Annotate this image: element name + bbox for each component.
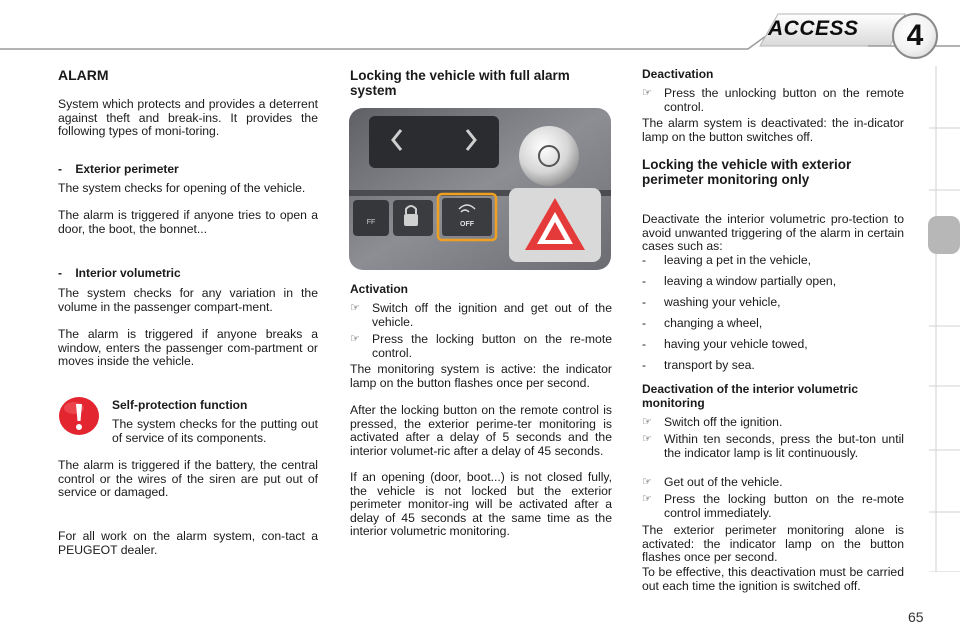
- interior-p2: The alarm is triggered if anyone breaks a window, enters the passenger com-partment or moves inside the vehicle.: [58, 327, 318, 369]
- self-protection-p1: The system checks for the putting out of service of its components.: [112, 417, 318, 445]
- interior-p1: The system checks for any variation in the volume in the passenger compart-ment.: [58, 286, 318, 314]
- alarm-intro: System which protects and provides a deterrent against theft and break-ins. It provides the following types of moni-toring.: [58, 97, 318, 139]
- bullet-icon: ☞: [642, 433, 652, 445]
- self-protection-p2: The alarm is triggered if the battery, the central control or the wires of the siren are put out of service or damaged.: [58, 458, 318, 500]
- activation-p2: After the locking button on the remote control is pressed, the exterior perime-ter monitoring is activated after a delay of 5 seconds and the interior volumet-ric after a delay of 45 seconds.: [350, 403, 612, 458]
- deactivation-heading: Deactivation: [642, 67, 714, 81]
- alarm-button-photo: [349, 108, 611, 270]
- deactivation-p: The alarm system is deactivated: the in-dicator lamp on the button switches off.: [642, 116, 904, 144]
- self-protection-heading: Self-protection function: [112, 398, 248, 412]
- svg-text:FF: FF: [366, 219, 376, 226]
- activation-heading: Activation: [350, 282, 409, 296]
- interior-volumetric-heading: - Interior volumetric: [58, 266, 181, 280]
- bullet-icon: ☞: [350, 302, 360, 314]
- page-number: 65: [908, 609, 924, 625]
- bullet-icon: ☞: [350, 333, 360, 345]
- exterior-p2: The alarm is triggered if anyone tries to open a door, the boot, the bonnet...: [58, 208, 318, 236]
- activation-step-2-text: Press the locking button on the re-mote control.: [372, 332, 612, 360]
- exterior-p1: The system checks for opening of the vehicle.: [58, 181, 306, 195]
- result-p1: The exterior perimeter monitoring alone is activated: the indicator lamp on the button flashes once per second.: [642, 523, 904, 565]
- bullet-icon: ☞: [642, 87, 652, 99]
- dealer-note: For all work on the alarm system, con-tact a PEUGEOT dealer.: [58, 529, 318, 557]
- activation-p1: The monitoring system is active: the indicator lamp on the button flashes once per second.: [350, 362, 612, 390]
- bullet-icon: ☞: [642, 493, 652, 505]
- activation-step-1-text: Switch off the ignition and get out of the vehicle.: [372, 301, 612, 329]
- chapter-tabs[interactable]: [926, 66, 960, 572]
- result-p2: To be effective, this deactivation must be carried out each time the ignition is switched off.: [642, 565, 904, 593]
- deactivation-step-text: Press the unlocking button on the remote control.: [664, 86, 904, 114]
- activation-p3: If an opening (door, boot...) is not closed fully, the vehicle is not locked but the exterior perimeter monitor-ing will be activated after a delay of 45 seconds at the same time as the interior volumetric monitoring.: [350, 470, 612, 539]
- bullet-icon: ☞: [642, 476, 652, 488]
- chapter-number-badge: 4: [892, 13, 938, 59]
- volumetric-deactivation-heading: Deactivation of the interior volumetric monitoring: [642, 382, 859, 410]
- alarm-title: ALARM: [58, 67, 109, 83]
- warning-icon: [58, 396, 100, 436]
- exterior-only-title: Locking the vehicle with exterior perimeter monitoring only: [642, 157, 852, 187]
- exterior-perimeter-heading: - Exterior perimeter: [58, 162, 179, 176]
- chapter-title: ACCESS: [768, 17, 859, 40]
- off-label: OFF: [460, 221, 474, 228]
- bullet-icon: ☞: [642, 416, 652, 428]
- full-alarm-title: Locking the vehicle with full alarm system: [350, 68, 570, 98]
- exterior-only-p: Deactivate the interior volumetric pro-tection to avoid unwanted triggering of the alarm in certain cases such as:: [642, 212, 904, 254]
